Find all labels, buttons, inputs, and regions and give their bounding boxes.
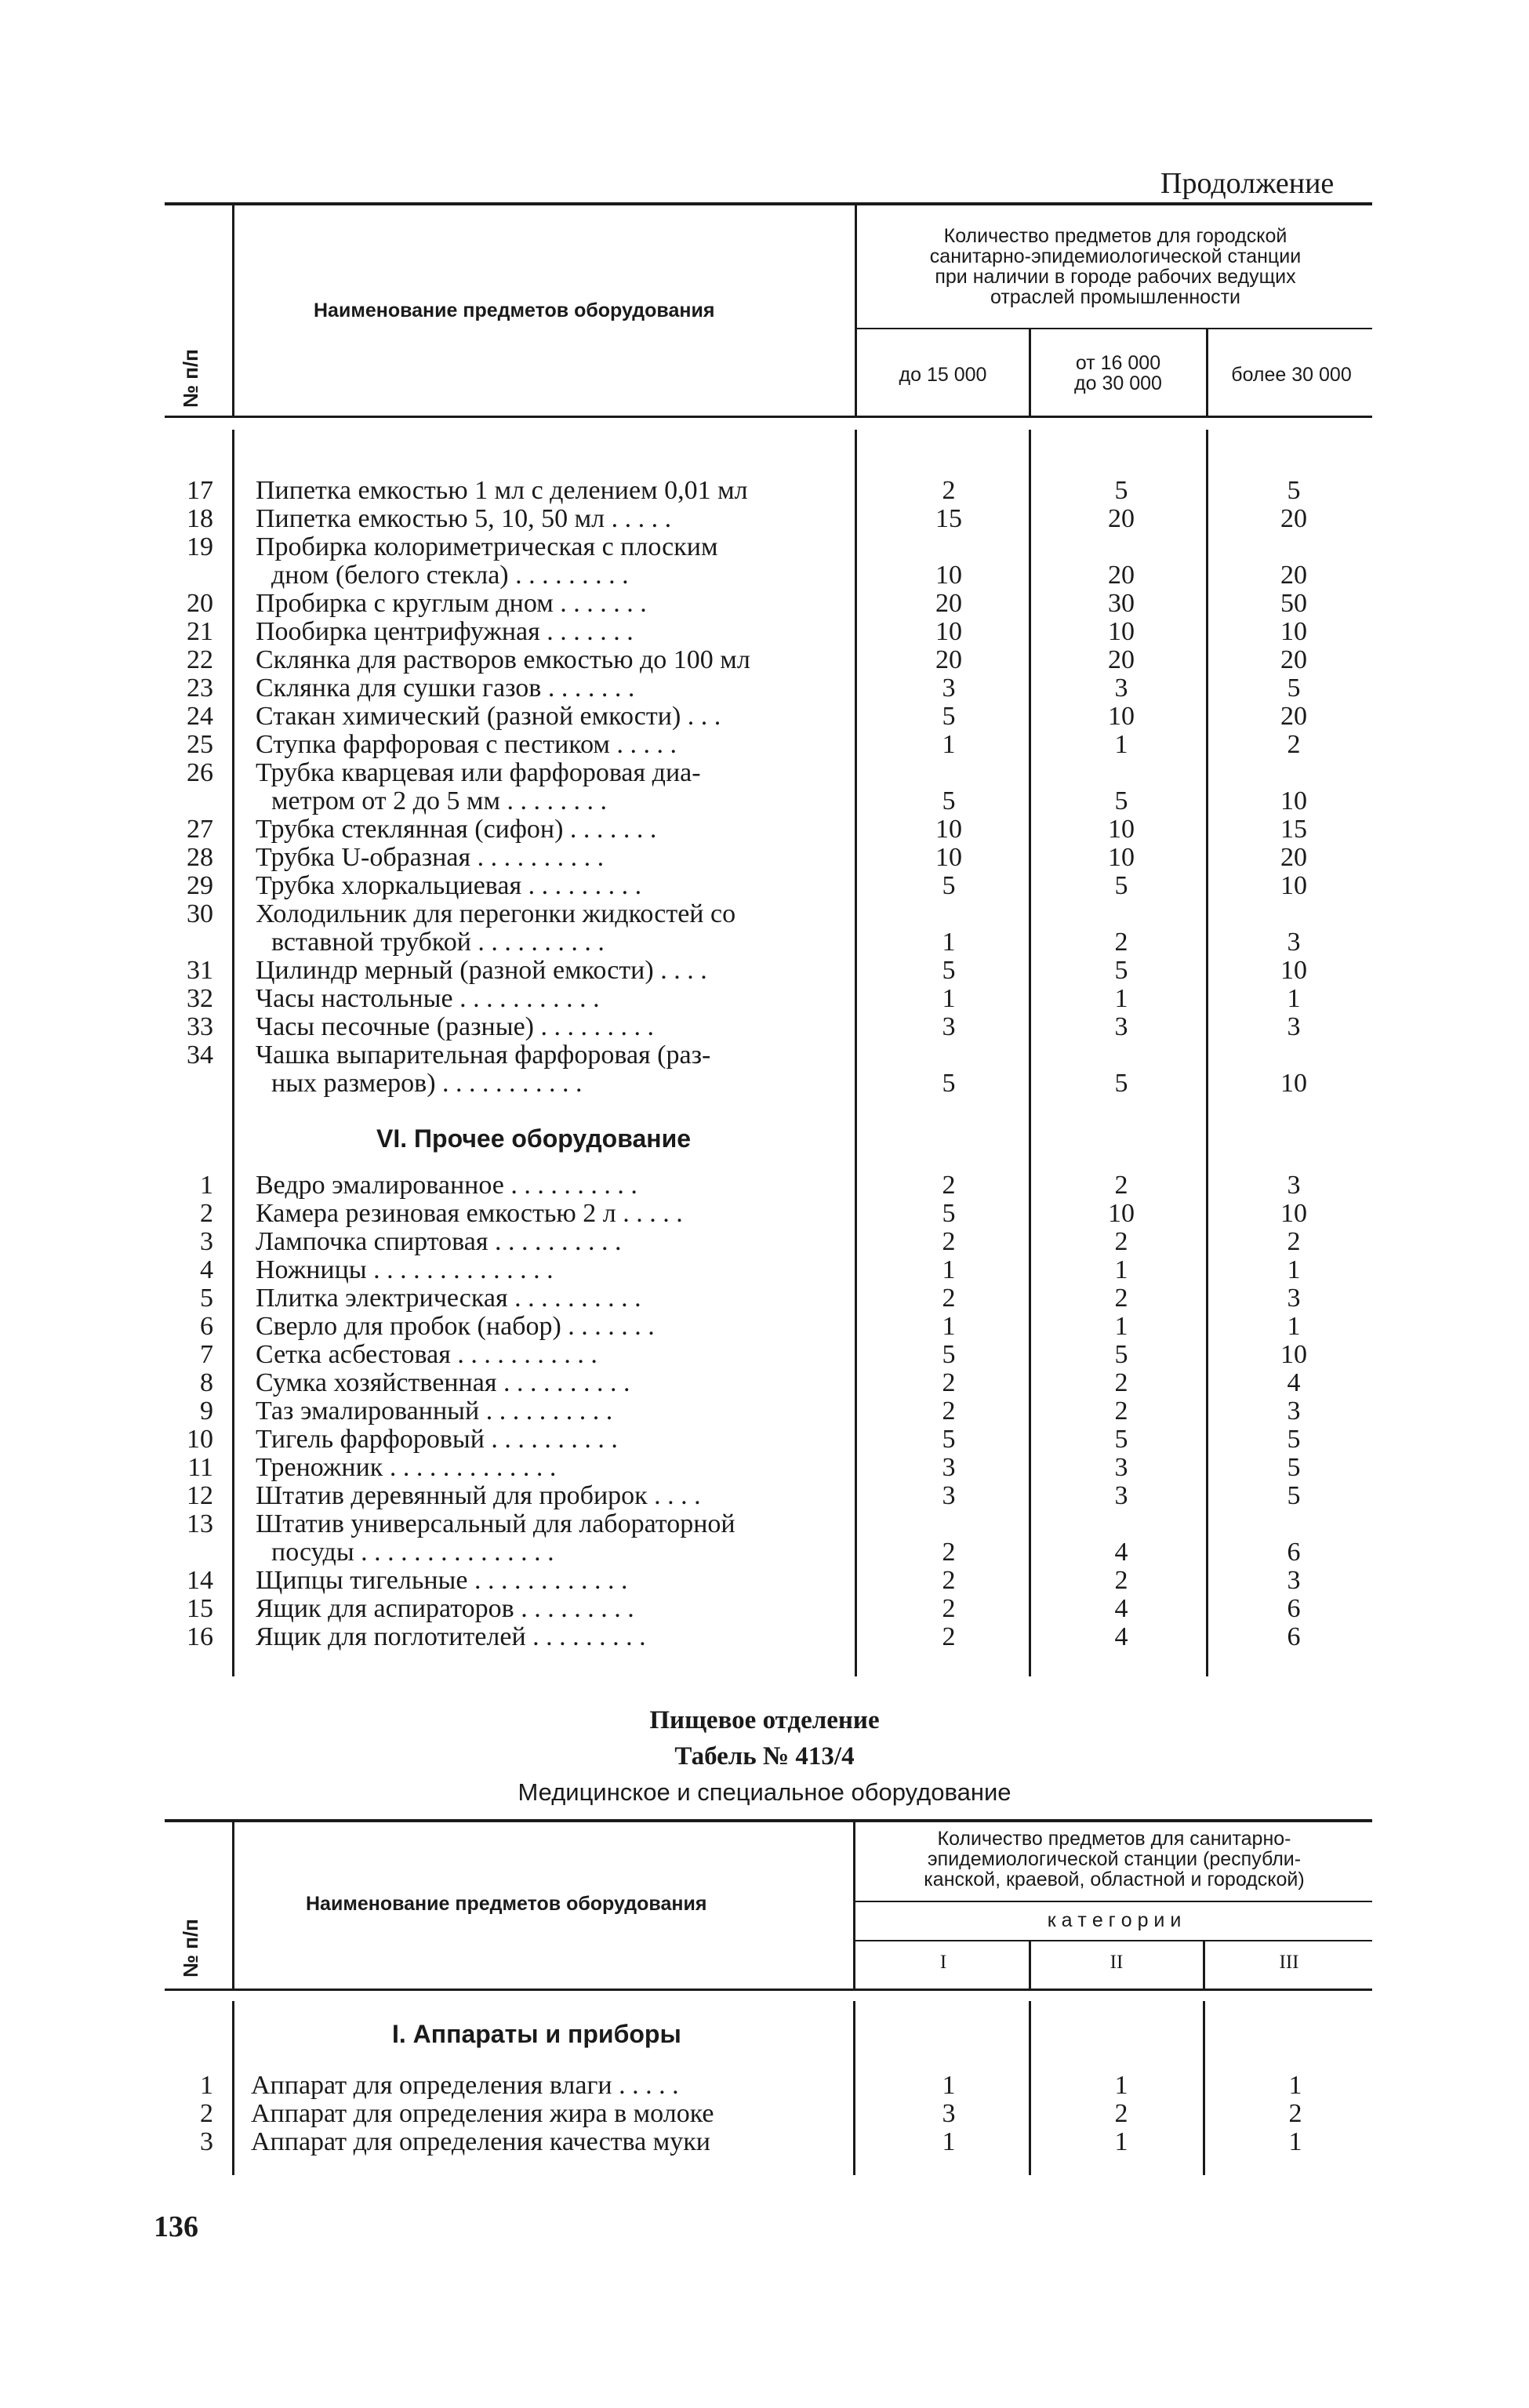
row-number: 8 [200, 1368, 213, 1397]
row-value: 1 [1114, 2127, 1128, 2156]
row-name: Склянка для сушки газов . . . . . . . [256, 674, 635, 703]
row-value: 2 [942, 1566, 956, 1595]
table1-top-rule [165, 202, 1372, 205]
table-row [0, 985, 1529, 1013]
row-value: 5 [1114, 786, 1128, 815]
row-value: 5 [1114, 476, 1128, 505]
row-value: 4 [1114, 1594, 1128, 1623]
row-value: 3 [1287, 1284, 1301, 1313]
column-3-header: более 30 000 [1231, 364, 1352, 386]
row-value: 10 [1280, 1069, 1307, 1098]
header-line: до 30 000 [1074, 372, 1162, 394]
row-value: 5 [942, 956, 956, 985]
table-row [0, 1426, 1529, 1454]
row-value: 6 [1287, 1594, 1301, 1623]
row-value: 1 [1287, 1255, 1301, 1284]
row-value: 20 [935, 645, 962, 674]
table-row [0, 1510, 1529, 1538]
row-value: 20 [1280, 561, 1307, 590]
row-value: 10 [935, 815, 962, 844]
table-row [0, 787, 1529, 815]
row-value: 2 [942, 1538, 956, 1567]
row-value: 5 [942, 871, 956, 900]
table-row [0, 590, 1529, 618]
row-value: 1 [942, 730, 956, 759]
column-name-header: Наименование предметов оборудования [314, 300, 715, 321]
table-row [0, 1313, 1529, 1341]
row-value: 5 [1287, 1425, 1301, 1454]
row-value: 2 [1114, 1284, 1128, 1313]
table-row [0, 646, 1529, 674]
row-value: 2 [942, 1594, 956, 1623]
row-number: 14 [187, 1566, 213, 1595]
table-row [0, 1341, 1529, 1369]
row-number: 19 [187, 532, 213, 561]
row-value: 20 [1280, 645, 1307, 674]
row-name: Пробирка с круглым дном . . . . . . . [256, 590, 647, 618]
header-line: эпидемиологической станции (республи- [927, 1848, 1302, 1870]
column-number-header: № п/п [179, 1919, 202, 1978]
table-row [0, 1070, 1529, 1098]
row-value: 3 [1287, 1396, 1301, 1426]
header-line: от 16 000 [1075, 352, 1161, 374]
row-value: 3 [942, 674, 956, 703]
row-value: 5 [942, 702, 956, 731]
table-row [0, 928, 1529, 957]
row-name: Цилиндр мерный (разной емкости) . . . . [256, 957, 707, 985]
row-value: 10 [1108, 815, 1135, 844]
table1-divider [232, 205, 234, 417]
row-value: 10 [1108, 702, 1135, 731]
row-value: 1 [942, 1312, 956, 1341]
row-value: 1 [1288, 2127, 1302, 2156]
row-value: 5 [942, 1199, 956, 1228]
row-number: 24 [187, 702, 213, 731]
table-row [0, 1013, 1529, 1041]
table1-header-bottom-rule [165, 416, 1372, 418]
row-name: Лампочка спиртовая . . . . . . . . . . [256, 1228, 622, 1256]
department-title: Пищевое отделение [649, 1706, 880, 1734]
row-name: Пообирка центрифужная . . . . . . . [256, 618, 634, 646]
row-value: 10 [1108, 1199, 1135, 1228]
table-row [0, 1623, 1529, 1651]
row-number: 33 [187, 1012, 213, 1041]
row-number: 29 [187, 871, 213, 900]
row-value: 2 [942, 1368, 956, 1397]
row-value: 5 [1287, 1453, 1301, 1482]
row-value: 5 [1114, 871, 1128, 900]
table-row [0, 533, 1529, 561]
table2-divider [232, 1822, 234, 1989]
row-value: 10 [1280, 956, 1307, 985]
row-value: 20 [1280, 504, 1307, 533]
header-line: санитарно-эпидемиологической станции [929, 245, 1302, 267]
row-value: 20 [1108, 645, 1135, 674]
row-value: 10 [935, 617, 962, 646]
row-value: 5 [942, 1340, 956, 1369]
row-name: Ящик для поглотителей . . . . . . . . . [256, 1623, 646, 1651]
table1-subheader-rule [857, 328, 1372, 329]
row-value: 2 [1114, 928, 1128, 957]
column-group-header [859, 1829, 1369, 1890]
row-number: 15 [187, 1594, 213, 1623]
row-value: 20 [1108, 504, 1135, 533]
table-row [0, 477, 1529, 505]
row-number: 1 [200, 2071, 213, 2100]
row-number: 31 [187, 956, 213, 985]
table2-categories-rule [855, 1940, 1372, 1941]
tabel-title: Табель № 413/4 [674, 1742, 855, 1771]
row-name: посуды . . . . . . . . . . . . . . . [271, 1538, 554, 1567]
row-number: 10 [187, 1425, 213, 1454]
row-number: 5 [200, 1284, 213, 1313]
section-title: VI. Прочее оборудование [376, 1124, 692, 1153]
row-value: 1 [942, 2071, 956, 2100]
table-row [0, 618, 1529, 646]
row-name: Тигель фарфоровый . . . . . . . . . . [256, 1426, 618, 1454]
row-value: 2 [942, 1284, 956, 1313]
table-row [0, 2100, 1529, 2128]
row-value: 10 [1280, 786, 1307, 815]
row-name: Склянка для растворов емкостью до 100 мл [256, 646, 750, 674]
row-number: 12 [187, 1481, 213, 1510]
table-row [0, 759, 1529, 787]
row-number: 11 [187, 1453, 213, 1482]
row-name: Ножницы . . . . . . . . . . . . . . [256, 1256, 554, 1284]
table2-divider [1203, 1941, 1205, 1989]
table2-top-rule [165, 1819, 1372, 1822]
row-number: 27 [187, 815, 213, 844]
table2-subheader-rule [855, 1901, 1372, 1902]
row-value: 2 [1114, 1396, 1128, 1426]
table1-divider [1206, 329, 1208, 416]
row-value: 20 [935, 589, 962, 618]
header-line: отраслей промышленности [990, 286, 1240, 308]
row-value: 3 [1287, 928, 1301, 957]
row-name: Ящик для аспираторов . . . . . . . . . [256, 1595, 634, 1623]
row-value: 5 [1287, 1481, 1301, 1510]
row-number: 2 [200, 1199, 213, 1228]
row-value: 10 [1108, 843, 1135, 872]
row-name: Таз эмалированный . . . . . . . . . . [256, 1397, 613, 1426]
row-name: вставной трубкой . . . . . . . . . . [271, 928, 605, 957]
row-value: 10 [1108, 617, 1135, 646]
row-number: 4 [200, 1255, 213, 1284]
table2-divider [853, 1822, 855, 1989]
row-value: 5 [1114, 1069, 1128, 1098]
row-value: 2 [942, 1396, 956, 1426]
row-value: 2 [942, 1227, 956, 1256]
row-value: 10 [1280, 1340, 1307, 1369]
row-number: 22 [187, 645, 213, 674]
row-value: 3 [942, 2099, 956, 2128]
row-name: Трубка U-образная . . . . . . . . . . [256, 844, 605, 872]
column-1-header: до 15 000 [899, 364, 987, 386]
row-name: Треножник . . . . . . . . . . . . . [256, 1454, 557, 1482]
row-value: 1 [1114, 730, 1128, 759]
row-value: 3 [1287, 1012, 1301, 1041]
row-value: 2 [1114, 1368, 1128, 1397]
row-value: 1 [1114, 2071, 1128, 2100]
table-row [0, 957, 1529, 985]
row-value: 3 [1114, 674, 1128, 703]
row-name: метром от 2 до 5 мм . . . . . . . . [271, 787, 607, 815]
row-value: 50 [1280, 589, 1307, 618]
column-group-header [863, 226, 1368, 307]
row-name: Трубка стеклянная (сифон) . . . . . . . [256, 815, 657, 844]
row-value: 10 [935, 843, 962, 872]
row-value: 2 [1114, 1227, 1128, 1256]
table-row [0, 1200, 1529, 1228]
row-name: Штатив деревянный для пробирок . . . . [256, 1482, 701, 1510]
table-row [0, 1256, 1529, 1284]
row-value: 1 [942, 984, 956, 1013]
row-value: 6 [1287, 1538, 1301, 1567]
row-value: 3 [1114, 1012, 1128, 1041]
row-value: 20 [1108, 561, 1135, 590]
row-number: 17 [187, 476, 213, 505]
row-value: 3 [942, 1481, 956, 1510]
header-line: при наличии в городе рабочих ведущих [935, 266, 1296, 288]
continuation-label: Продолжение [1160, 167, 1335, 200]
row-value: 30 [1108, 589, 1135, 618]
row-value: 4 [1287, 1368, 1301, 1397]
row-name: Трубка кварцевая или фарфоровая диа- [256, 759, 701, 787]
row-name: Сверло для пробок (набор) . . . . . . . [256, 1313, 655, 1341]
row-value: 6 [1287, 1622, 1301, 1651]
row-value: 1 [942, 2127, 956, 2156]
row-value: 2 [1287, 730, 1301, 759]
table2-divider [1029, 1941, 1031, 1989]
row-value: 15 [1280, 815, 1307, 844]
header-line: Количество предметов для городской [943, 225, 1287, 247]
table-row [0, 2128, 1529, 2156]
row-name: Холодильник для перегонки жидкостей со [256, 900, 736, 928]
categories-header: к а т е г о р и и [1047, 1909, 1182, 1931]
row-value: 5 [1287, 674, 1301, 703]
row-value: 3 [942, 1453, 956, 1482]
row-value: 10 [1280, 1199, 1307, 1228]
row-number: 2 [200, 2099, 213, 2128]
row-number: 25 [187, 730, 213, 759]
header-line: Количество предметов для санитарно- [937, 1828, 1291, 1850]
row-value: 5 [1287, 476, 1301, 505]
row-name: Аппарат для определения жира в молоке [251, 2100, 714, 2128]
table2-header-bottom-rule [165, 1989, 1372, 1991]
row-value: 2 [1114, 1171, 1128, 1200]
table1-divider [855, 205, 857, 417]
table-row [0, 1454, 1529, 1482]
row-value: 20 [1280, 702, 1307, 731]
table-row [0, 1284, 1529, 1313]
category-2-header: II [1110, 1952, 1124, 1973]
table-row [0, 872, 1529, 900]
row-value: 5 [1114, 1340, 1128, 1369]
row-value: 3 [1114, 1453, 1128, 1482]
row-value: 15 [935, 504, 962, 533]
table-row [0, 1228, 1529, 1256]
row-value: 2 [942, 1171, 956, 1200]
row-number: 6 [200, 1312, 213, 1341]
row-value: 2 [1288, 2099, 1302, 2128]
row-value: 4 [1114, 1538, 1128, 1567]
row-number: 23 [187, 674, 213, 703]
row-number: 20 [187, 589, 213, 618]
table-row [0, 674, 1529, 703]
row-number: 13 [187, 1509, 213, 1538]
header-line: канской, краевой, областной и городской) [924, 1869, 1305, 1890]
category-1-header: I [939, 1952, 947, 1973]
table-row [0, 505, 1529, 533]
column-name-header: Наименование предметов оборудования [306, 1893, 707, 1915]
table-row [0, 815, 1529, 844]
row-name: Сумка хозяйственная . . . . . . . . . . [256, 1369, 630, 1397]
row-value: 10 [1280, 617, 1307, 646]
row-name: Аппарат для определения качества муки [251, 2128, 710, 2156]
row-name: Часы песочные (разные) . . . . . . . . . [256, 1013, 654, 1041]
row-value: 5 [942, 1069, 956, 1098]
row-name: Пипетка емкостью 1 мл с делением 0,01 мл [256, 477, 748, 505]
row-value: 2 [942, 1622, 956, 1651]
row-number: 9 [200, 1396, 213, 1426]
table-row [0, 1595, 1529, 1623]
row-value: 4 [1114, 1622, 1128, 1651]
row-name: Стакан химический (разной емкости) . . . [256, 703, 721, 731]
row-number: 16 [187, 1622, 213, 1651]
row-value: 1 [942, 1255, 956, 1284]
column-2-header [1032, 353, 1204, 394]
row-name: Камера резиновая емкостью 2 л . . . . . [256, 1200, 683, 1228]
table-row [0, 1397, 1529, 1426]
row-value: 1 [1287, 984, 1301, 1013]
row-name: Чашка выпарительная фарфоровая (раз- [256, 1041, 711, 1070]
row-value: 10 [935, 561, 962, 590]
row-value: 5 [1114, 1425, 1128, 1454]
row-name: Пробирка колориметрическая с плоским [256, 533, 718, 561]
table-row [0, 1041, 1529, 1070]
row-name: Пипетка емкостью 5, 10, 50 мл . . . . . [256, 505, 672, 533]
table-row [0, 1482, 1529, 1510]
table-row [0, 561, 1529, 590]
row-value: 20 [1280, 843, 1307, 872]
row-value: 2 [1114, 1566, 1128, 1595]
row-name: Щипцы тигельные . . . . . . . . . . . . [256, 1567, 628, 1595]
row-value: 3 [942, 1012, 956, 1041]
row-number: 30 [187, 899, 213, 928]
row-name: Плитка электрическая . . . . . . . . . . [256, 1284, 641, 1313]
table1-divider [1029, 329, 1031, 416]
table-row [0, 2072, 1529, 2100]
table-row [0, 900, 1529, 928]
table-row [0, 703, 1529, 731]
row-number: 3 [200, 1227, 213, 1256]
row-name: Ступка фарфоровая с пестиком . . . . . [256, 731, 677, 759]
row-value: 1 [942, 928, 956, 957]
row-name: Трубка хлоркальциевая . . . . . . . . . [256, 872, 642, 900]
row-value: 5 [942, 786, 956, 815]
category-3-header: III [1279, 1952, 1299, 1973]
table-row [0, 1538, 1529, 1567]
row-value: 1 [1114, 1255, 1128, 1284]
row-number: 32 [187, 984, 213, 1013]
row-number: 7 [200, 1340, 213, 1369]
row-value: 3 [1287, 1566, 1301, 1595]
row-value: 1 [1114, 1312, 1128, 1341]
row-number: 18 [187, 504, 213, 533]
row-name: Штатив универсальный для лабораторной [256, 1510, 735, 1538]
table-row [0, 1369, 1529, 1397]
table-row [0, 1171, 1529, 1200]
row-value: 5 [942, 1425, 956, 1454]
row-name: ных размеров) . . . . . . . . . . . [271, 1070, 583, 1098]
row-value: 3 [1287, 1171, 1301, 1200]
table-row [0, 844, 1529, 872]
row-value: 2 [1287, 1227, 1301, 1256]
row-name: дном (белого стекла) . . . . . . . . . [271, 561, 629, 590]
page-number: 136 [154, 2210, 198, 2243]
table-row [0, 1567, 1529, 1595]
row-value: 5 [1114, 956, 1128, 985]
row-number: 3 [200, 2127, 213, 2156]
row-name: Ведро эмалированное . . . . . . . . . . [256, 1171, 637, 1200]
column-number-header: № п/п [179, 349, 202, 408]
row-name: Аппарат для определения влаги . . . . . [251, 2072, 679, 2100]
subtitle: Медицинское и специальное оборудование [518, 1778, 1011, 1806]
row-value: 2 [1114, 2099, 1128, 2128]
table-row [0, 731, 1529, 759]
row-value: 2 [942, 476, 956, 505]
row-value: 1 [1287, 1312, 1301, 1341]
row-value: 10 [1280, 871, 1307, 900]
row-name: Часы настольные . . . . . . . . . . . [256, 985, 600, 1013]
row-name: Сетка асбестовая . . . . . . . . . . . [256, 1341, 597, 1369]
row-number: 1 [200, 1171, 213, 1200]
row-value: 1 [1288, 2071, 1302, 2100]
row-number: 21 [187, 617, 213, 646]
row-number: 26 [187, 758, 213, 787]
row-number: 34 [187, 1041, 213, 1070]
row-value: 1 [1114, 984, 1128, 1013]
section-title: I. Аппараты и приборы [392, 2020, 681, 2048]
row-value: 3 [1114, 1481, 1128, 1510]
row-number: 28 [187, 843, 213, 872]
